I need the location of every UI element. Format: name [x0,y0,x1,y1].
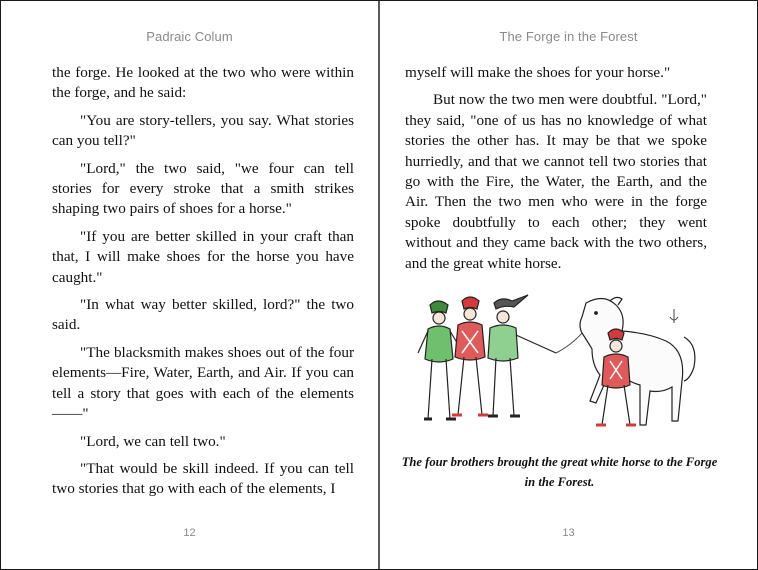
figure-dark-brother [488,295,556,416]
paragraph: the forge. He looked at the two who were within the forge, and he said: [52,64,354,102]
paragraph: "You are story-tellers, you say. What stories can you tell?" [52,111,354,150]
paragraph: myself will make the shoes for your horse." [405,64,671,81]
illustration-four-brothers-with-horse [410,291,700,436]
paragraph: "If you are better skilled in your craft than that, I will make shoes for the horse you have caught." [52,227,354,286]
hanging-horseshoe [670,309,678,323]
left-page[interactable] [1,1,378,569]
figure-green-brother [418,301,462,419]
right-page-text [405,63,707,281]
paragraph: "The blacksmith makes shoes out of the four elements—Fire, Water, Earth, and Air. If you can tell a story that goes with each of the elements——" [52,343,354,423]
paragraph: "In what way better skilled, lord?" the two said. [52,296,354,334]
paragraph: "Lord, we can tell two." [80,432,226,450]
illustration-caption: The four brothers brought the great white horse to the Forge in the Forest. [401,455,718,489]
paragraph: But now the two men were doubtful. "Lord," they said, "one of us has no knowledge of what stories the other has. It may be that we spoke hurriedly, and that we cannot tell two stories that go with the Fire, the Water, the Earth, and the Air. Then the two men who were in the forge spoke doubtfully to each other; they went without and they came back with the two others, and the great white horse. [405,91,707,272]
right-page[interactable] [380,1,757,569]
left-page-text [52,63,354,507]
white-horse [580,297,695,425]
left-page-number: 12 [183,527,196,539]
left-page-header: Padraic Colum [146,29,233,44]
right-page-number: 13 [562,527,575,539]
right-page-header: The Forge in the Forest [499,29,638,44]
paragraph: "Lord," the two said, "we four can tell stories for every stroke that a smith strikes shaping two pairs of shoes for a horse." [52,159,354,218]
paragraph: "That would be skill indeed. If you can tell two stories that go with each of the elements, I [52,459,354,498]
figure-red-brother [452,297,488,415]
